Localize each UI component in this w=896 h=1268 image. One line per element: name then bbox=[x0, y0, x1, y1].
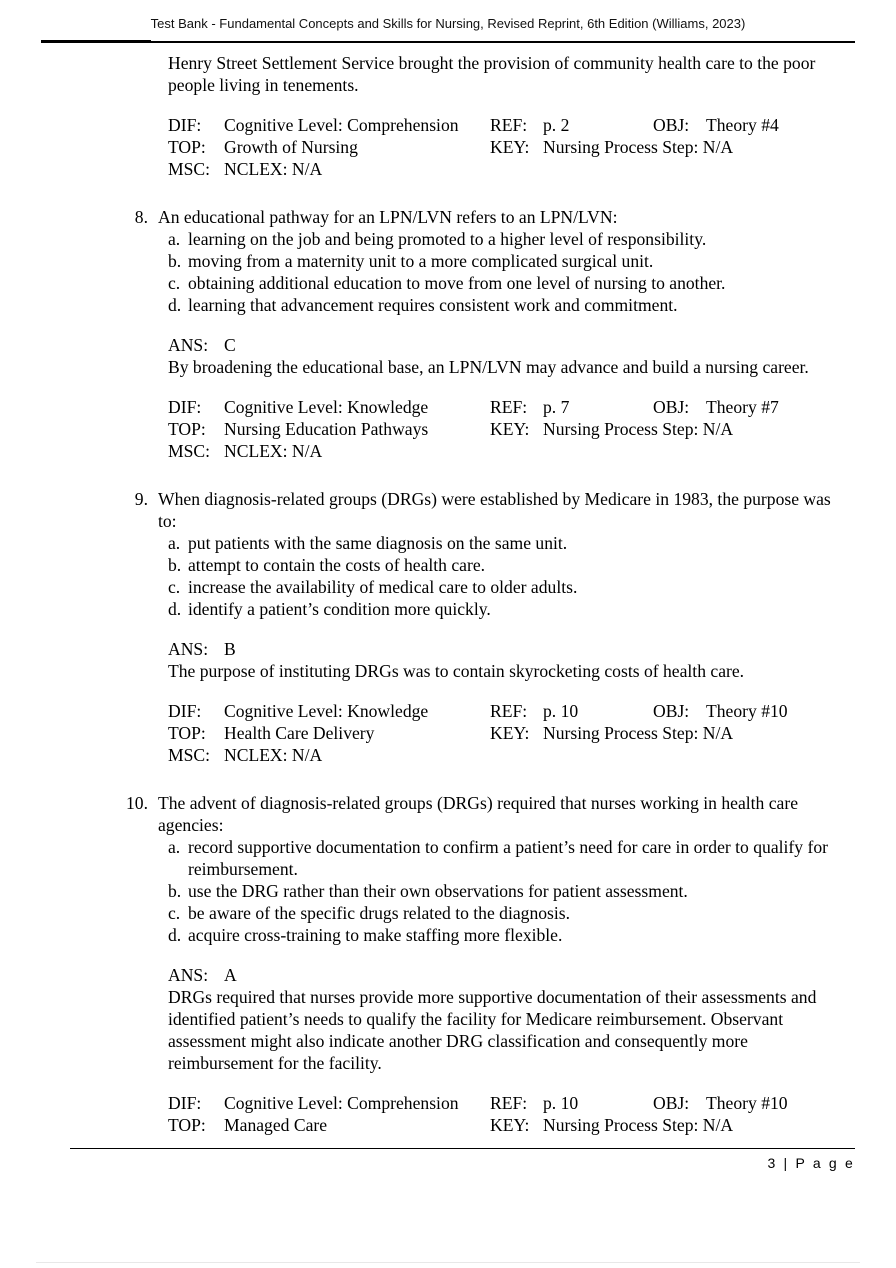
option-b[interactable] bbox=[0, 554, 896, 576]
metadata-table bbox=[168, 114, 858, 180]
question-number: 10. bbox=[126, 793, 148, 813]
ref-label: REF: bbox=[490, 701, 528, 721]
continued-rationale: Henry Street Settlement Service brought the provision of community health care to the poor people living in tenements. bbox=[168, 53, 816, 95]
top-value: Nursing Education Pathways bbox=[224, 419, 429, 439]
top-label: TOP: bbox=[168, 723, 206, 743]
option-text: put patients with the same diagnosis on the same unit. bbox=[188, 533, 568, 553]
table-row bbox=[168, 440, 858, 462]
option-letter: d. bbox=[168, 295, 182, 315]
ref-label: REF: bbox=[490, 115, 528, 135]
table-row bbox=[168, 158, 858, 180]
answer-value: B bbox=[224, 639, 236, 659]
option-letter: a. bbox=[168, 533, 181, 553]
question-stem-line bbox=[0, 206, 896, 228]
option-a[interactable] bbox=[0, 228, 896, 250]
option-text: increase the availability of medical care to older adults. bbox=[188, 577, 578, 597]
msc-label: MSC: bbox=[168, 441, 211, 461]
option-b[interactable] bbox=[0, 250, 896, 272]
header-title: Test Bank - Fundamental Concepts and Skills for Nursing, Revised Reprint, 6th Edition (Williams, 2023) bbox=[150, 16, 746, 31]
obj-label: OBJ: bbox=[653, 1093, 690, 1113]
obj-value: Theory #10 bbox=[706, 701, 788, 721]
option-letter: d. bbox=[168, 599, 182, 619]
footer-rule bbox=[70, 1148, 855, 1149]
table-row bbox=[168, 1092, 858, 1114]
option-b[interactable] bbox=[0, 880, 896, 902]
key-value: Nursing Process Step: N/A bbox=[543, 1115, 734, 1135]
question-item bbox=[0, 488, 896, 766]
option-letter: b. bbox=[168, 251, 182, 271]
rationale: By broadening the educational base, an LPN/LVN may advance and build a nursing career. bbox=[168, 357, 809, 377]
option-text: moving from a maternity unit to a more complicated surgical unit. bbox=[188, 251, 654, 271]
table-row bbox=[168, 722, 858, 744]
option-text: learning that advancement requires consistent work and commitment. bbox=[188, 295, 678, 315]
dif-value: Cognitive Level: Comprehension bbox=[224, 1093, 459, 1113]
msc-label: MSC: bbox=[168, 745, 211, 765]
continued-answer-block bbox=[0, 52, 896, 180]
top-value: Managed Care bbox=[224, 1115, 328, 1135]
key-value: Nursing Process Step: N/A bbox=[543, 419, 734, 439]
document-body bbox=[0, 52, 896, 1136]
question-number: 8. bbox=[134, 207, 148, 227]
option-letter: b. bbox=[168, 881, 182, 901]
top-label: TOP: bbox=[168, 419, 206, 439]
answer-value: C bbox=[224, 335, 236, 355]
option-d[interactable] bbox=[0, 924, 896, 946]
option-text: obtaining additional education to move from one level of nursing to another. bbox=[188, 273, 726, 293]
ref-label: REF: bbox=[490, 397, 528, 417]
obj-value: Theory #10 bbox=[706, 1093, 788, 1113]
ref-value: p. 10 bbox=[543, 1093, 579, 1113]
obj-value: Theory #7 bbox=[706, 397, 779, 417]
msc-value: NCLEX: N/A bbox=[224, 441, 323, 461]
table-row bbox=[168, 396, 858, 418]
ref-value: p. 2 bbox=[543, 115, 570, 135]
key-label: KEY: bbox=[490, 1115, 530, 1135]
obj-label: OBJ: bbox=[653, 397, 690, 417]
answer-line bbox=[168, 964, 896, 986]
option-d[interactable] bbox=[0, 294, 896, 316]
option-letter: a. bbox=[168, 229, 181, 249]
obj-label: OBJ: bbox=[653, 701, 690, 721]
option-text: acquire cross-training to make staffing more flexible. bbox=[188, 925, 563, 945]
option-text: attempt to contain the costs of health care. bbox=[188, 555, 486, 575]
table-row bbox=[168, 700, 858, 722]
top-value: Growth of Nursing bbox=[224, 137, 358, 157]
option-letter: c. bbox=[168, 273, 181, 293]
page-number: 3 | P a g e bbox=[767, 1155, 855, 1171]
table-row bbox=[168, 114, 858, 136]
ans-label: ANS: bbox=[168, 335, 209, 355]
top-label: TOP: bbox=[168, 137, 206, 157]
dif-value: Cognitive Level: Knowledge bbox=[224, 701, 429, 721]
question-item bbox=[0, 206, 896, 462]
ref-value: p. 10 bbox=[543, 701, 579, 721]
msc-label: MSC: bbox=[168, 159, 211, 179]
question-stem: When diagnosis-related groups (DRGs) were established by Medicare in 1983, the purpose was to: bbox=[158, 489, 831, 531]
answer-line bbox=[168, 638, 896, 660]
question-stem: The advent of diagnosis-related groups (DRGs) required that nurses working in health care agencies: bbox=[158, 793, 799, 835]
dif-label: DIF: bbox=[168, 397, 202, 417]
option-letter: a. bbox=[168, 837, 181, 857]
page-footer bbox=[0, 1153, 855, 1173]
question-stem-line bbox=[0, 488, 896, 532]
top-value: Health Care Delivery bbox=[224, 723, 375, 743]
key-label: KEY: bbox=[490, 137, 530, 157]
key-label: KEY: bbox=[490, 723, 530, 743]
question-number: 9. bbox=[134, 489, 148, 509]
obj-label: OBJ: bbox=[653, 115, 690, 135]
option-text: identify a patient’s condition more quickly. bbox=[188, 599, 491, 619]
option-text: be aware of the specific drugs related to the diagnosis. bbox=[188, 903, 571, 923]
table-row bbox=[168, 1114, 858, 1136]
answer-line bbox=[168, 334, 896, 356]
msc-value: NCLEX: N/A bbox=[224, 159, 323, 179]
option-letter: c. bbox=[168, 903, 181, 923]
page-header bbox=[0, 16, 896, 32]
metadata-table bbox=[168, 700, 858, 766]
dif-label: DIF: bbox=[168, 701, 202, 721]
dif-label: DIF: bbox=[168, 115, 202, 135]
question-stem-line bbox=[0, 792, 896, 836]
ans-label: ANS: bbox=[168, 639, 209, 659]
option-a[interactable] bbox=[0, 532, 896, 554]
msc-value: NCLEX: N/A bbox=[224, 745, 323, 765]
page-edge-line bbox=[36, 1262, 860, 1263]
rationale: DRGs required that nurses provide more supportive documentation of their assessments and identified patient’s needs to qualify the facility for Medicare reimbursement. Observant assessment might also indicate another DRG classification and consequently more reimbursement for the facility. bbox=[168, 987, 817, 1073]
table-row bbox=[168, 744, 858, 766]
top-label: TOP: bbox=[168, 1115, 206, 1135]
header-rule bbox=[41, 41, 855, 43]
obj-value: Theory #4 bbox=[706, 115, 779, 135]
dif-value: Cognitive Level: Knowledge bbox=[224, 397, 429, 417]
ref-value: p. 7 bbox=[543, 397, 570, 417]
dif-value: Cognitive Level: Comprehension bbox=[224, 115, 459, 135]
option-c[interactable] bbox=[0, 272, 896, 294]
metadata-table bbox=[168, 396, 858, 462]
option-text: learning on the job and being promoted to a higher level of responsibility. bbox=[188, 229, 707, 249]
table-row bbox=[168, 418, 858, 440]
table-row bbox=[168, 136, 858, 158]
ans-label: ANS: bbox=[168, 965, 209, 985]
option-letter: c. bbox=[168, 577, 181, 597]
option-letter: b. bbox=[168, 555, 182, 575]
ref-label: REF: bbox=[490, 1093, 528, 1113]
option-d[interactable] bbox=[0, 598, 896, 620]
option-letter: d. bbox=[168, 925, 182, 945]
option-a[interactable] bbox=[0, 836, 896, 880]
option-c[interactable] bbox=[0, 576, 896, 598]
rationale: The purpose of instituting DRGs was to contain skyrocketing costs of health care. bbox=[168, 661, 745, 681]
question-stem: An educational pathway for an LPN/LVN refers to an LPN/LVN: bbox=[158, 207, 618, 227]
key-value: Nursing Process Step: N/A bbox=[543, 723, 734, 743]
option-text: record supportive documentation to confirm a patient’s need for care in order to qualify for reimbursement. bbox=[188, 837, 828, 879]
key-value: Nursing Process Step: N/A bbox=[543, 137, 734, 157]
metadata-table bbox=[168, 1092, 858, 1136]
answer-value: A bbox=[224, 965, 237, 985]
option-text: use the DRG rather than their own observations for patient assessment. bbox=[188, 881, 688, 901]
key-label: KEY: bbox=[490, 419, 530, 439]
question-item bbox=[0, 792, 896, 1136]
dif-label: DIF: bbox=[168, 1093, 202, 1113]
option-c[interactable] bbox=[0, 902, 896, 924]
